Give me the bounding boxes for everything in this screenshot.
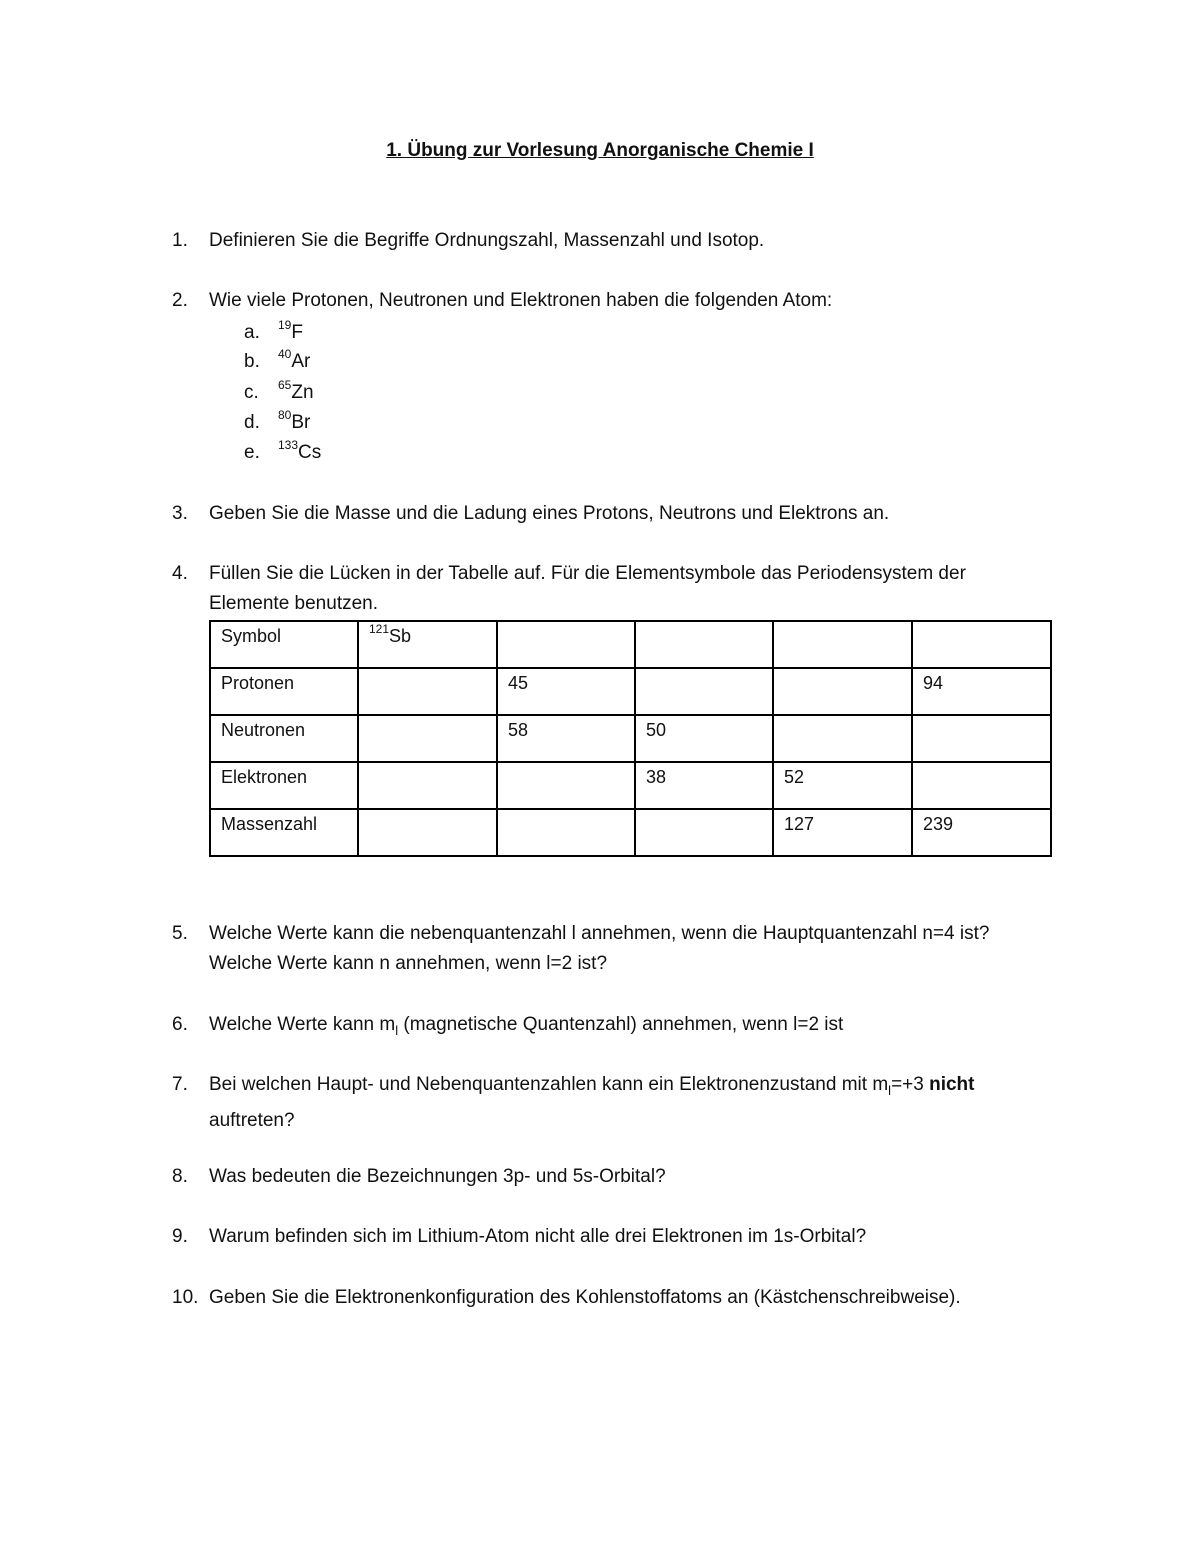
table-cell — [497, 762, 635, 809]
atom-item — [244, 318, 303, 348]
question-text: Was bedeuten die Bezeichnungen 3p- und 5s-Orbital? — [209, 1166, 666, 1187]
item-letter: a. — [244, 322, 260, 343]
bold-text: nicht — [929, 1074, 975, 1095]
mass-number: 40 — [278, 346, 292, 361]
row-label: Elektronen — [210, 762, 358, 809]
table-cell — [358, 621, 497, 668]
question-text: Geben Sie die Elektronenkonfiguration des Kohlenstoffatoms an (Kästchenschreibweise). — [209, 1287, 961, 1308]
table-cell — [773, 668, 912, 715]
question-number: 5. — [172, 923, 188, 944]
table-cell — [912, 621, 1051, 668]
question-3 — [172, 499, 1052, 529]
question-number: 2. — [172, 290, 188, 311]
element-symbol: Br — [291, 412, 311, 433]
question-number: 8. — [172, 1166, 188, 1187]
question-number: 9. — [172, 1226, 188, 1247]
table-cell — [497, 809, 635, 856]
question-2 — [172, 286, 1052, 316]
question-8 — [172, 1162, 1052, 1192]
table-cell — [635, 621, 773, 668]
text-part: Welche Werte kann m — [209, 1014, 396, 1035]
table-row-protonen — [210, 668, 1051, 715]
table-cell — [773, 621, 912, 668]
table-cell: 38 — [635, 762, 773, 809]
mass-number: 121 — [369, 622, 390, 636]
table-cell — [635, 668, 773, 715]
question-7 — [172, 1070, 1052, 1136]
mass-number: 65 — [278, 377, 292, 392]
element-symbol: Zn — [291, 382, 314, 403]
element-symbol: Ar — [291, 351, 311, 372]
question-text: Welche Werte kann die nebenquantenzahl l annehmen, wenn die Hauptquantenzahl n=4 ist? — [209, 923, 990, 944]
atom-item — [244, 378, 314, 408]
table-cell: 52 — [773, 762, 912, 809]
question-text-line2: Elemente benutzen. — [209, 593, 379, 614]
element-symbol: F — [291, 322, 303, 343]
question-text: Füllen Sie die Lücken in der Tabelle auf. Für die Elementsymbole das Periodensystem der — [209, 563, 966, 584]
question-number: 7. — [172, 1074, 188, 1095]
text-part: =+3 — [891, 1074, 930, 1095]
question-number: 1. — [172, 230, 188, 251]
table-cell — [912, 762, 1051, 809]
text-part: (magnetische Quantenzahl) annehmen, wenn l=2 ist — [398, 1014, 844, 1035]
question-number: 10. — [172, 1287, 199, 1308]
element-table — [209, 620, 1052, 857]
question-text: Warum befinden sich im Lithium-Atom nicht alle drei Elektronen im 1s-Orbital? — [209, 1226, 867, 1247]
table-cell — [358, 668, 497, 715]
question-10 — [172, 1283, 1052, 1313]
question-4 — [172, 559, 1052, 619]
question-text: Wie viele Protonen, Neutronen und Elektronen haben die folgenden Atom: — [209, 290, 833, 311]
question-text-line2: Welche Werte kann n annehmen, wenn l=2 ist? — [209, 953, 608, 974]
item-letter: e. — [244, 442, 260, 463]
question-5 — [172, 919, 1052, 979]
table-cell: 127 — [773, 809, 912, 856]
table-cell — [912, 715, 1051, 762]
table-row-massenzahl — [210, 809, 1051, 856]
question-text — [209, 1070, 1052, 1106]
question-text: Geben Sie die Masse und die Ladung eines Protons, Neutrons und Elektrons an. — [209, 503, 890, 524]
question-6 — [172, 1010, 1052, 1046]
question-text — [209, 1010, 1052, 1046]
table-row-symbol — [210, 621, 1051, 668]
item-letter: b. — [244, 351, 260, 372]
row-label: Protonen — [210, 668, 358, 715]
table-cell: 58 — [497, 715, 635, 762]
question-number: 3. — [172, 503, 188, 524]
table-cell: 50 — [635, 715, 773, 762]
table-cell — [773, 715, 912, 762]
mass-number: 133 — [278, 437, 299, 452]
question-text: Definieren Sie die Begriffe Ordnungszahl, Massenzahl und Isotop. — [209, 230, 765, 251]
table-cell — [358, 809, 497, 856]
table-cell — [358, 762, 497, 809]
mass-number: 19 — [278, 317, 292, 332]
mass-number: 80 — [278, 407, 292, 422]
question-1 — [172, 226, 1052, 256]
table-cell: 94 — [912, 668, 1051, 715]
subscript: l — [888, 1082, 892, 1098]
table-cell — [358, 715, 497, 762]
element-symbol: Sb — [389, 626, 412, 646]
row-label: Massenzahl — [210, 809, 358, 856]
atom-item — [244, 438, 321, 468]
table-cell — [635, 809, 773, 856]
subscript: l — [395, 1022, 399, 1038]
table-row-neutronen — [210, 715, 1051, 762]
atom-item — [244, 347, 310, 377]
row-label: Neutronen — [210, 715, 358, 762]
table-cell — [497, 621, 635, 668]
row-label: Symbol — [210, 621, 358, 668]
question-number: 6. — [172, 1014, 188, 1035]
element-symbol: Cs — [298, 442, 322, 463]
item-letter: c. — [244, 382, 259, 403]
question-number: 4. — [172, 563, 188, 584]
question-text-line2: auftreten? — [209, 1109, 295, 1131]
table-cell: 239 — [912, 809, 1051, 856]
table-row-elektronen — [210, 762, 1051, 809]
question-9 — [172, 1222, 1052, 1252]
item-letter: d. — [244, 412, 260, 433]
page-title: 1. Übung zur Vorlesung Anorganische Chemie I — [386, 140, 814, 161]
atom-item — [244, 408, 310, 438]
text-part: Bei welchen Haupt- und Nebenquantenzahlen kann ein Elektronenzustand mit m — [209, 1074, 889, 1095]
table-cell: 45 — [497, 668, 635, 715]
